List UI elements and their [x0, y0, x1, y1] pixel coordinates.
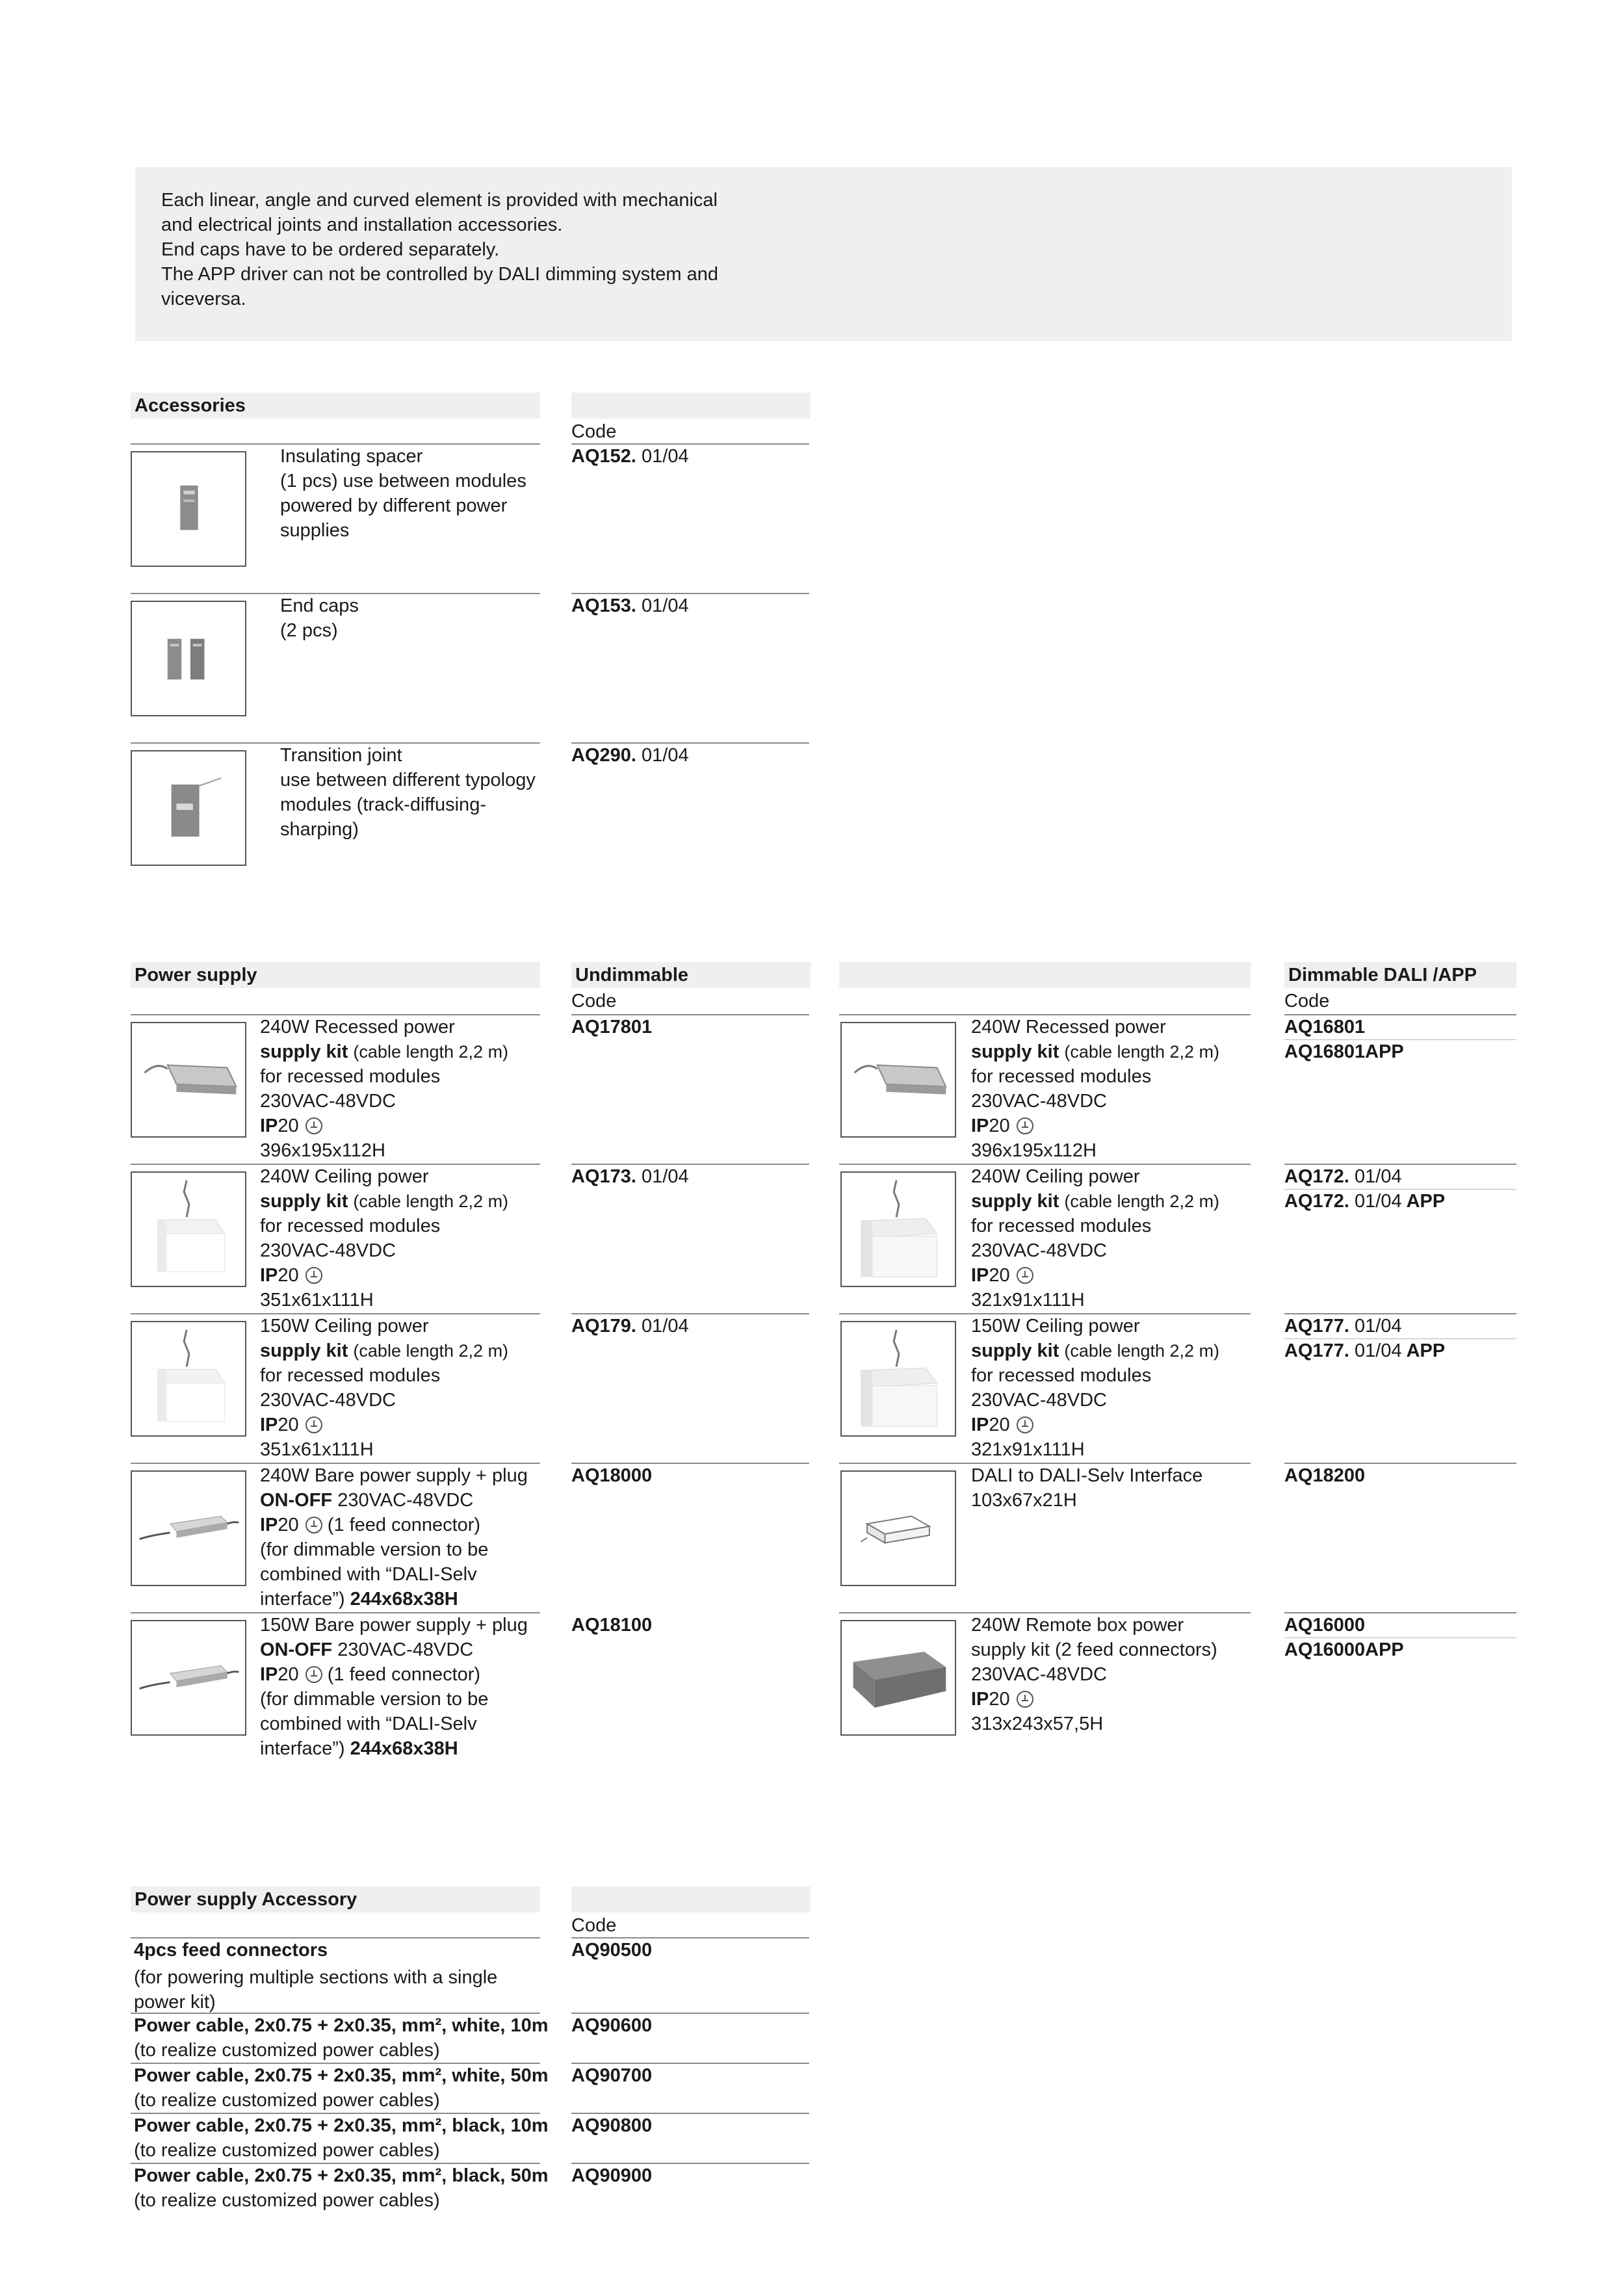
dimensions: 313x243x57,5H — [971, 1714, 1104, 1734]
notice-line: End caps have to be ordered separately. — [161, 239, 500, 260]
product-code-app — [1284, 1338, 1445, 1363]
product-kit-label: supply kit — [260, 1340, 348, 1361]
code-value: AQ152. — [571, 446, 636, 467]
product-kit-label: supply kit — [971, 1041, 1059, 1062]
psa-code: AQ90600 — [571, 2015, 653, 2036]
product-line: for recessed modules — [260, 1216, 441, 1236]
psa-item-title: 4pcs feed connectors — [134, 1940, 328, 1961]
ceiling-power-supply-icon — [131, 1171, 246, 1287]
code-suffix: 01/04 — [1355, 1191, 1402, 1212]
power-supply-header: Power supply — [131, 962, 540, 988]
ip-label: IP — [260, 1115, 278, 1136]
ip-rating — [971, 1263, 1257, 1288]
feed-connector-note: (1 feed connector) — [327, 1515, 481, 1535]
product-description — [971, 1314, 1257, 1462]
power-supply-right-header — [839, 962, 1251, 988]
ip-rating — [260, 1263, 546, 1288]
code-value: AQ290. — [571, 745, 636, 766]
code-value: AQ177. — [1284, 1316, 1349, 1337]
ceiling-power-supply-icon — [840, 1321, 956, 1437]
code-label: Code — [571, 1915, 617, 1936]
psa-item-desc: (to realize customized power cables) — [134, 2090, 440, 2111]
accessory-code — [571, 743, 689, 768]
ground-icon — [1017, 1267, 1033, 1284]
psa-code: AQ90800 — [571, 2115, 653, 2136]
product-description — [971, 1613, 1257, 1736]
product-code-app: AQ16000APP — [1284, 1639, 1404, 1660]
code-suffix: 01/04 — [642, 745, 689, 766]
ip-value: 20 — [278, 1265, 299, 1286]
code-suffix: 01/04 — [642, 595, 689, 616]
code-label: Code — [571, 991, 617, 1011]
switch-label: ON-OFF — [260, 1639, 333, 1660]
code-value: AQ177. — [1284, 1340, 1349, 1361]
ip-rating — [260, 1114, 546, 1138]
code-suffix: 01/04 — [1355, 1166, 1402, 1187]
product-line: 230VAC-48VDC — [260, 1240, 396, 1261]
product-line — [260, 1338, 546, 1363]
dimensions: 351x61x111H — [260, 1290, 374, 1311]
product-line: 230VAC-48VDC — [971, 1240, 1108, 1261]
ground-icon — [305, 1117, 322, 1134]
product-code — [571, 1314, 689, 1338]
accessory-line: powered by different power — [280, 495, 508, 516]
product-line: 240W Bare power supply + plug — [260, 1465, 528, 1486]
ip-rating — [971, 1114, 1257, 1138]
cable-length: (cable length 2,2 m) — [1064, 1042, 1220, 1062]
product-line: 230VAC-48VDC — [971, 1390, 1108, 1411]
cable-length: (cable length 2,2 m) — [353, 1341, 509, 1361]
dimensions: 396x195x112H — [260, 1140, 385, 1161]
switch-label: ON-OFF — [260, 1490, 333, 1511]
code-suffix: 01/04 — [1355, 1340, 1402, 1361]
product-line: 230VAC-48VDC — [260, 1091, 396, 1112]
ip-rating — [260, 1513, 546, 1537]
product-description — [971, 1015, 1257, 1163]
psa-item-desc: (to realize customized power cables) — [134, 2190, 440, 2211]
app-label: APP — [1406, 1340, 1446, 1361]
psa-item-title: Power cable, 2x0.75 + 2x0.35, mm², black, 50m — [134, 2165, 549, 2186]
voltage: 230VAC-48VDC — [337, 1639, 474, 1660]
ground-icon — [305, 1666, 322, 1683]
ground-icon — [1017, 1416, 1033, 1433]
ground-icon — [305, 1267, 322, 1284]
dimensions: 321x91x111H — [971, 1439, 1085, 1460]
code-value: AQ173. — [571, 1166, 636, 1187]
code-value: AQ153. — [571, 595, 636, 616]
code-suffix: 01/04 — [642, 1166, 689, 1187]
product-line — [260, 1637, 546, 1662]
product-code — [571, 1164, 689, 1189]
product-line: 150W Ceiling power — [971, 1316, 1140, 1337]
dimensions: 321x91x111H — [971, 1290, 1085, 1311]
product-description — [260, 1015, 546, 1163]
dali-interface-icon — [840, 1470, 956, 1586]
accessory-description — [280, 444, 566, 543]
accessory-title: Transition joint — [280, 745, 402, 766]
product-line — [260, 1039, 546, 1064]
product-line: combined with “DALI-Selv — [260, 1714, 477, 1734]
product-line — [971, 1189, 1257, 1214]
notice-line: viceversa. — [161, 289, 246, 309]
accessory-line: modules (track-diffusing- — [280, 794, 486, 815]
bare-power-supply-icon — [131, 1470, 246, 1586]
ceiling-power-supply-icon — [840, 1171, 956, 1287]
psa-item-title: Power cable, 2x0.75 + 2x0.35, mm², black, 10m — [134, 2115, 549, 2136]
product-kit-label: supply kit — [971, 1191, 1059, 1212]
accessory-line: use between different typology — [280, 770, 536, 790]
code-suffix: 01/04 — [1355, 1316, 1402, 1337]
notice-box — [135, 167, 1512, 341]
product-kit-label: supply kit — [971, 1340, 1059, 1361]
product-line: DALI to DALI-Selv Interface — [971, 1465, 1203, 1486]
ip-label: IP — [971, 1415, 989, 1435]
product-line: 230VAC-48VDC — [260, 1390, 396, 1411]
ip-value: 20 — [278, 1664, 299, 1685]
accessory-title: Insulating spacer — [280, 446, 423, 467]
dimensions: 351x61x111H — [260, 1439, 374, 1460]
product-line: for recessed modules — [260, 1066, 441, 1087]
accessory-line: sharping) — [280, 819, 359, 840]
ceiling-power-supply-icon — [131, 1321, 246, 1437]
product-code: AQ17801 — [571, 1017, 653, 1037]
cable-length: (cable length 2,2 m) — [1064, 1341, 1220, 1361]
note-end: interface”) — [260, 1738, 345, 1759]
accessory-line: (1 pcs) use between modules — [280, 471, 526, 491]
product-line — [971, 1039, 1257, 1064]
ground-icon — [1017, 1691, 1033, 1708]
product-line: for recessed modules — [260, 1365, 441, 1386]
ip-value: 20 — [989, 1115, 1010, 1136]
product-line — [260, 1736, 546, 1761]
ip-rating — [971, 1413, 1257, 1437]
product-code-app — [1284, 1189, 1445, 1214]
ip-value: 20 — [278, 1415, 299, 1435]
end-caps-icon — [131, 601, 246, 716]
psa-item-desc: (to realize customized power cables) — [134, 2140, 440, 2161]
note-end: interface”) — [260, 1589, 345, 1610]
accessory-line: (2 pcs) — [280, 620, 338, 641]
psa-item-desc: power kit) — [134, 1992, 216, 2013]
ip-label: IP — [971, 1689, 989, 1710]
psa-item-title: Power cable, 2x0.75 + 2x0.35, mm², white, 50m — [134, 2065, 549, 2086]
voltage: 230VAC-48VDC — [337, 1490, 474, 1511]
product-kit-label: supply kit — [260, 1041, 348, 1062]
ground-icon — [305, 1517, 322, 1533]
product-code: AQ18000 — [571, 1465, 653, 1486]
ip-label: IP — [971, 1265, 989, 1286]
product-line: 240W Ceiling power — [260, 1166, 429, 1187]
dimensions: 103x67x21H — [971, 1490, 1077, 1511]
accessories-header: Accessories — [131, 393, 540, 419]
psa-item — [134, 1938, 550, 2015]
product-line: 230VAC-48VDC — [971, 1091, 1108, 1112]
ground-icon — [1017, 1117, 1033, 1134]
product-line — [260, 1587, 546, 1611]
product-line — [260, 1189, 546, 1214]
notice-line: The APP driver can not be controlled by DALI dimming system and — [161, 264, 719, 285]
accessory-description — [280, 594, 566, 643]
code-suffix: 01/04 — [642, 446, 689, 467]
product-line: for recessed modules — [971, 1365, 1152, 1386]
ip-value: 20 — [278, 1115, 299, 1136]
product-description — [971, 1164, 1257, 1312]
product-line: 240W Ceiling power — [971, 1166, 1140, 1187]
cable-length: (cable length 2,2 m) — [353, 1192, 509, 1211]
product-kit-label: supply kit — [260, 1191, 348, 1212]
code-value: AQ179. — [571, 1316, 636, 1337]
product-line: 240W Remote box power — [971, 1615, 1184, 1636]
feed-connector-note: (1 feed connector) — [327, 1664, 481, 1685]
ip-value: 20 — [278, 1515, 299, 1535]
ip-value: 20 — [989, 1265, 1010, 1286]
ip-value: 20 — [989, 1689, 1010, 1710]
product-line: for recessed modules — [971, 1066, 1152, 1087]
ip-rating — [971, 1687, 1257, 1712]
insulating-spacer-icon — [131, 451, 246, 567]
product-line — [971, 1338, 1257, 1363]
code-label: Code — [571, 421, 617, 442]
product-line — [260, 1488, 546, 1513]
product-line: (for dimmable version to be — [260, 1689, 489, 1710]
cable-length: (cable length 2,2 m) — [1064, 1192, 1220, 1211]
psa-code: AQ90500 — [571, 1940, 653, 1961]
undimmable-header: Undimmable — [571, 962, 811, 988]
product-line: 150W Bare power supply + plug — [260, 1615, 528, 1636]
product-description — [260, 1463, 546, 1611]
transition-joint-icon — [131, 750, 246, 866]
dimensions: 396x195x112H — [971, 1140, 1097, 1161]
psa-item-title: Power cable, 2x0.75 + 2x0.35, mm², white, 10m — [134, 2015, 549, 2036]
notice-line: and electrical joints and installation accessories. — [161, 215, 563, 235]
accessory-code — [571, 444, 689, 469]
notice-text — [161, 188, 941, 311]
product-line: 240W Recessed power — [971, 1017, 1166, 1037]
dimensions: 244x68x38H — [350, 1589, 458, 1610]
ip-rating — [260, 1413, 546, 1437]
accessories-code-header — [571, 393, 811, 419]
cable-length: (cable length 2,2 m) — [353, 1042, 509, 1062]
ip-rating — [260, 1662, 546, 1687]
product-code: AQ18100 — [571, 1615, 653, 1636]
recessed-power-supply-icon — [131, 1022, 246, 1138]
psa-item — [134, 2013, 550, 2063]
ground-icon — [305, 1416, 322, 1433]
bare-power-supply-icon — [131, 1620, 246, 1736]
accessory-code — [571, 594, 689, 618]
ip-label: IP — [260, 1515, 278, 1535]
product-code — [1284, 1314, 1402, 1338]
accessory-description — [280, 743, 566, 842]
accessory-title: End caps — [280, 595, 359, 616]
ip-label: IP — [971, 1115, 989, 1136]
code-suffix: 01/04 — [642, 1316, 689, 1337]
accessory-line: supplies — [280, 520, 350, 541]
psa-item — [134, 2163, 550, 2213]
product-code — [1284, 1164, 1402, 1189]
product-description — [260, 1164, 546, 1312]
product-description — [260, 1613, 546, 1761]
product-line: 230VAC-48VDC — [971, 1664, 1108, 1685]
code-value: AQ172. — [1284, 1166, 1349, 1187]
product-code: AQ16000 — [1284, 1615, 1366, 1636]
ip-label: IP — [260, 1415, 278, 1435]
remote-box-icon — [840, 1620, 956, 1736]
product-code: AQ18200 — [1284, 1465, 1366, 1486]
product-line: supply kit (2 feed connectors) — [971, 1639, 1217, 1660]
psa-item-desc: (for powering multiple sections with a single — [134, 1967, 498, 1988]
product-line: 240W Recessed power — [260, 1017, 455, 1037]
notice-line: Each linear, angle and curved element is provided with mechanical — [161, 190, 718, 211]
power-supply-accessory-header: Power supply Accessory — [131, 1886, 540, 1912]
ip-value: 20 — [989, 1415, 1010, 1435]
psa-item — [134, 2113, 550, 2163]
product-line: 150W Ceiling power — [260, 1316, 429, 1337]
dimensions: 244x68x38H — [350, 1738, 458, 1759]
psa-code: AQ90900 — [571, 2165, 653, 2186]
product-code: AQ16801 — [1284, 1017, 1366, 1037]
product-description — [260, 1314, 546, 1462]
product-code-app: AQ16801APP — [1284, 1041, 1404, 1062]
product-description — [971, 1463, 1257, 1513]
recessed-power-supply-icon — [840, 1022, 956, 1138]
psa-item-desc: (to realize customized power cables) — [134, 2040, 440, 2061]
app-label: APP — [1406, 1191, 1446, 1212]
product-line: (for dimmable version to be — [260, 1539, 489, 1560]
product-line: combined with “DALI-Selv — [260, 1564, 477, 1585]
code-label: Code — [1284, 991, 1330, 1011]
psa-code-header — [571, 1886, 811, 1912]
psa-item — [134, 2063, 550, 2113]
ip-label: IP — [260, 1265, 278, 1286]
dimmable-header: Dimmable DALI /APP — [1284, 962, 1516, 988]
ip-label: IP — [260, 1664, 278, 1685]
product-line: for recessed modules — [971, 1216, 1152, 1236]
psa-code: AQ90700 — [571, 2065, 653, 2086]
code-value: AQ172. — [1284, 1191, 1349, 1212]
